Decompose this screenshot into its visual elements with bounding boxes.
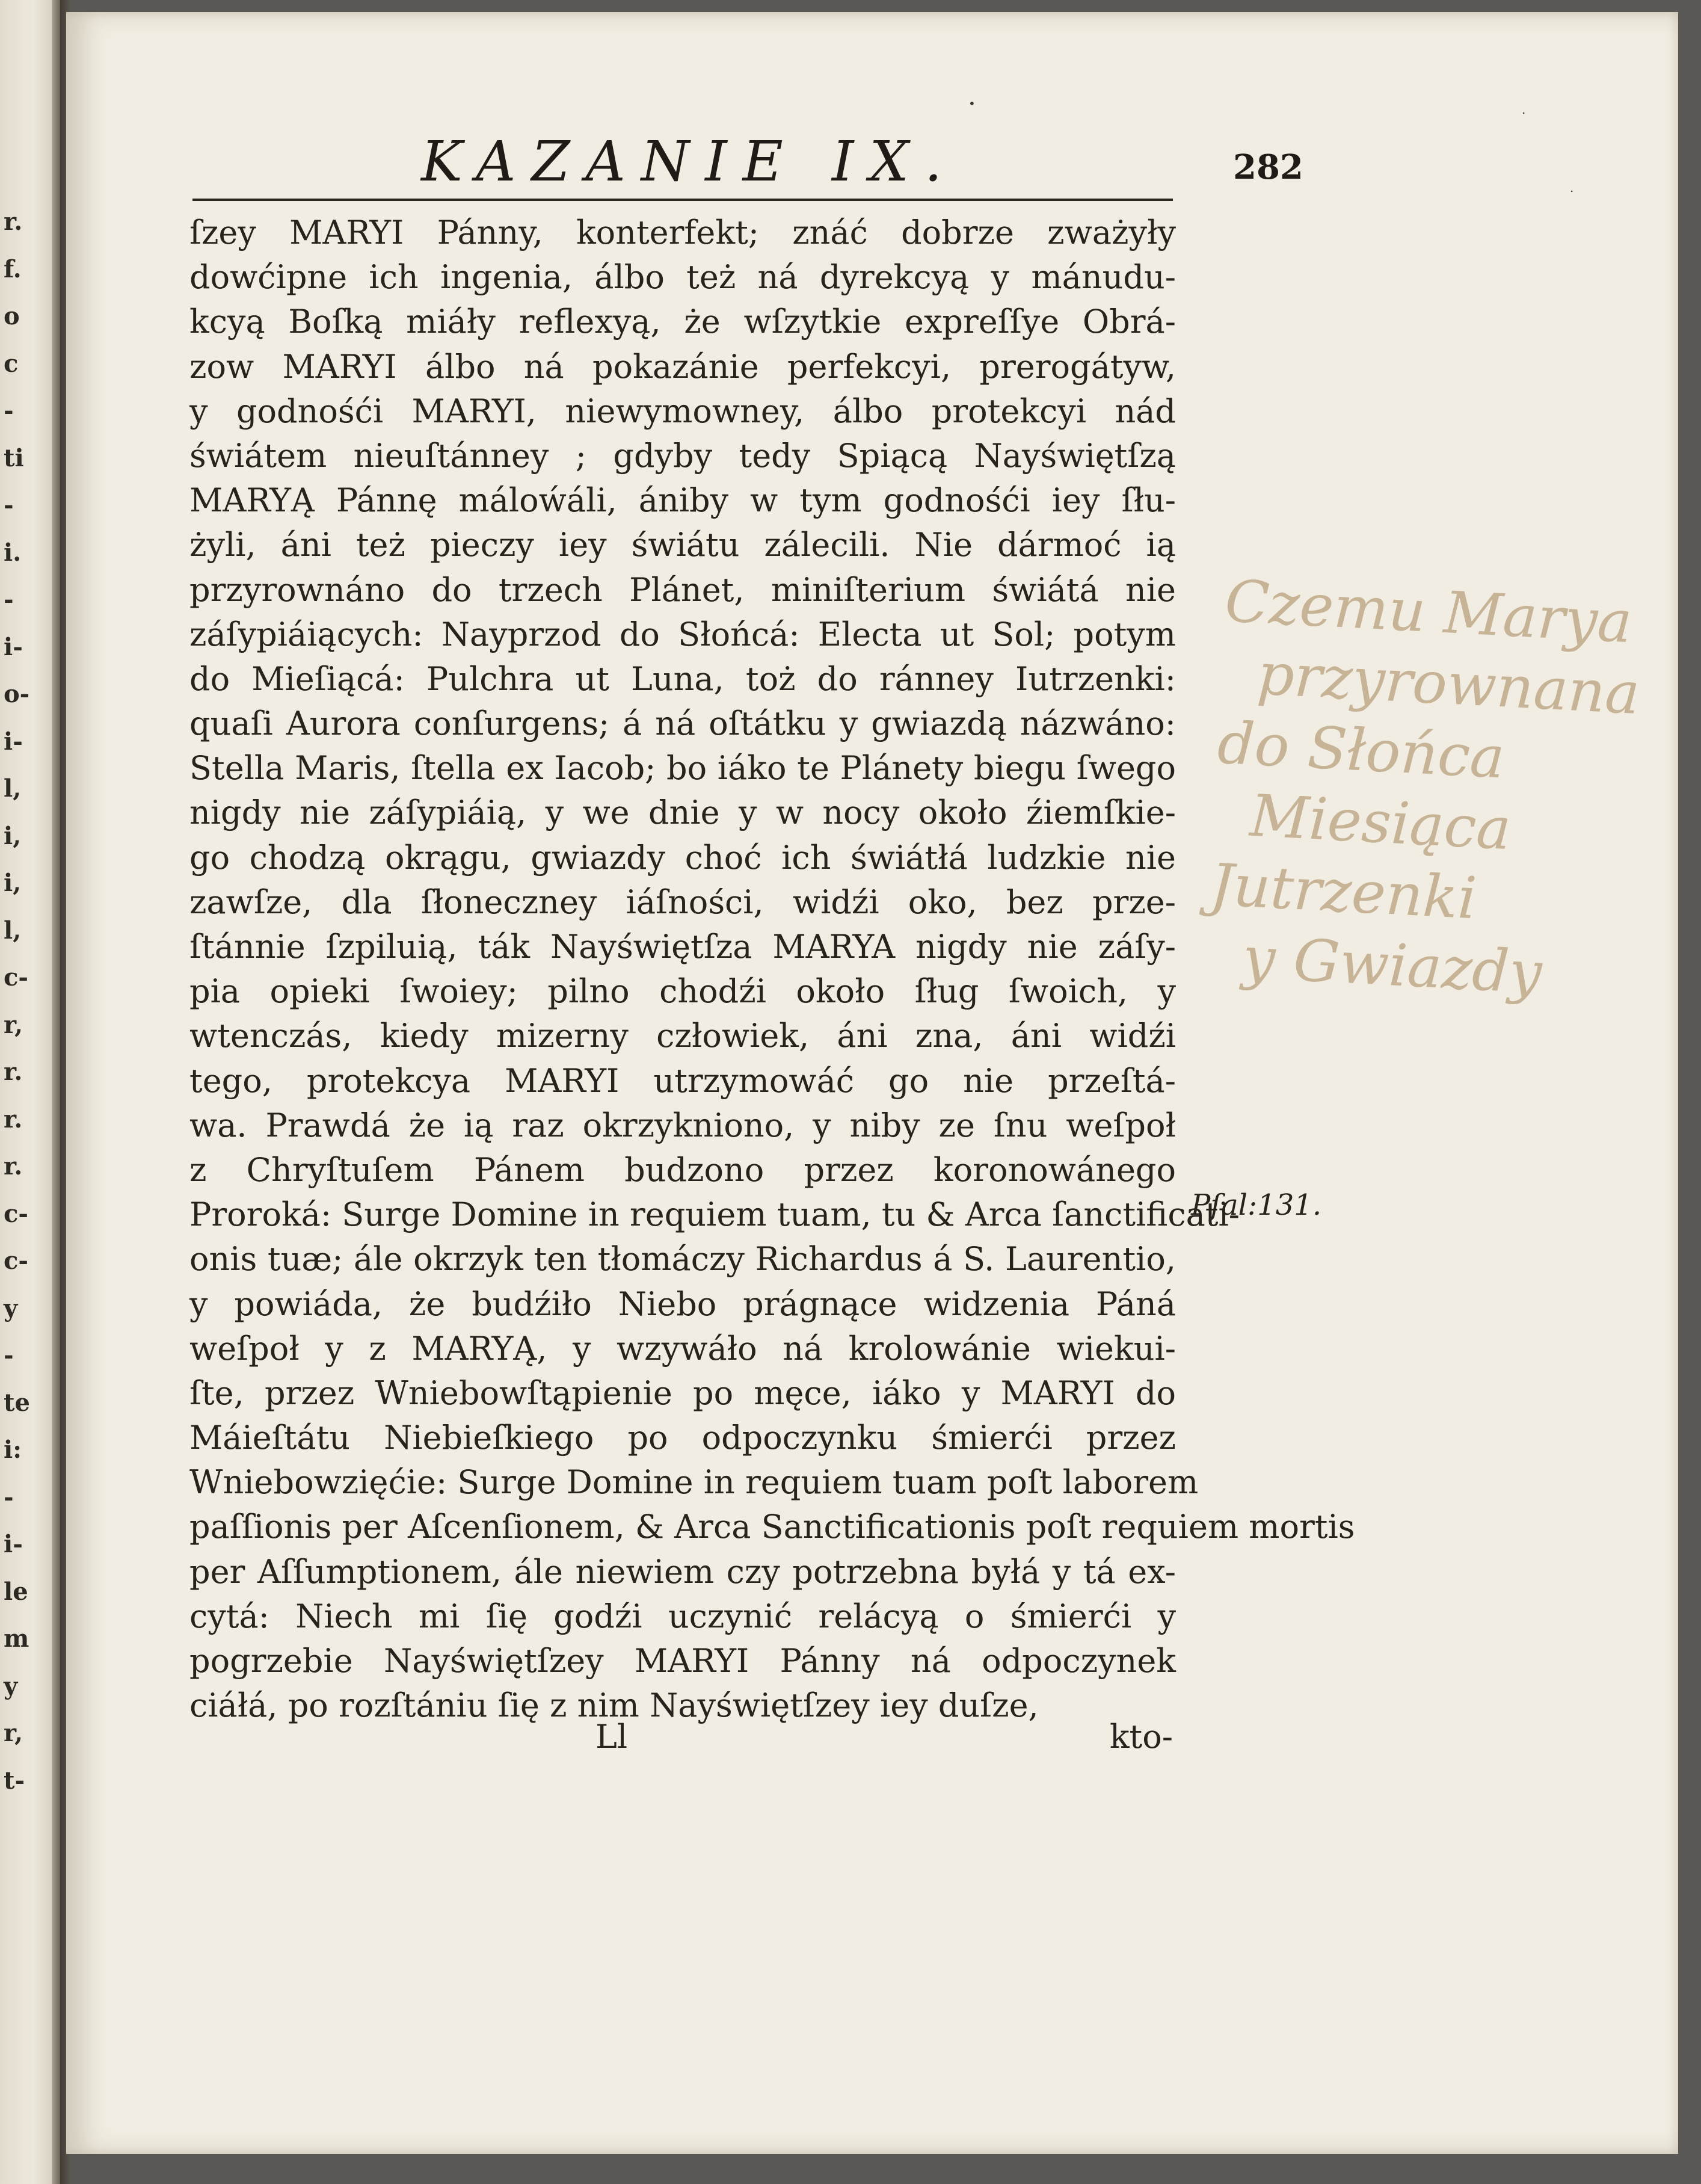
handwritten-line: Miesiąca	[1248, 782, 1513, 863]
line-ending-fragment: r,	[4, 1719, 23, 1747]
line-ending-fragment: y	[4, 1294, 18, 1322]
line-ending-fragment: c-	[4, 963, 28, 992]
line-ending-fragment: i,	[4, 869, 22, 897]
text-line: quaſi Aurora conſurgens; á ná oſtátku y gwiazdą názwáno:	[189, 705, 1176, 743]
handwritten-line: przyrownana	[1255, 640, 1641, 728]
handwritten-line: Jutrzenki	[1208, 851, 1478, 933]
line-ending-fragment: c	[4, 349, 19, 378]
line-ending-fragment: i:	[4, 1436, 22, 1464]
text-line: záſypiáiących: Nayprzod do Słońcá: Electa ut Sol; potym	[189, 615, 1176, 653]
line-ending-fragment: m	[4, 1624, 29, 1653]
text-line: cytá: Niech mi ſię godźi uczynić relácyą o śmierći y	[189, 1597, 1176, 1635]
ink-speck: .	[1522, 102, 1526, 117]
text-line: zow MARYI álbo ná pokazánie perfekcyi, prerogátyw,	[189, 347, 1176, 386]
previous-page-edge	[0, 0, 60, 2184]
text-line: tego, protekcya MARYI utrzymowáć go nie przeſtá-	[189, 1061, 1176, 1100]
line-ending-fragment: r.	[4, 1058, 23, 1086]
running-title: KAZANIE IX.	[421, 129, 958, 194]
line-ending-fragment: i.	[4, 538, 22, 567]
text-line: ciáłá, po rozſtániu ſię z nim Nayświętſzey iey duſze,	[189, 1686, 1039, 1725]
text-line: pia opieki ſwoiey; pilno chodźi około ſług ſwoich, y	[189, 972, 1176, 1011]
line-ending-fragment: r.	[4, 208, 23, 236]
catchword: kto-	[1109, 1718, 1173, 1756]
handwritten-line: do Słońca	[1216, 709, 1507, 792]
handwritten-line: Czemu Marya	[1223, 567, 1634, 656]
text-line: MARYĄ Pánnę máloẃáli, ániby w tym godnośći iey ſłu-	[189, 481, 1176, 520]
text-line: wa. Prawdá że ią raz okrzykniono, y niby ze ſnu weſpoł	[189, 1106, 1176, 1144]
text-line: Máieſtátu Niebieſkiego po odpoczynku śmierći przez	[189, 1419, 1176, 1457]
previous-page-line-endings	[4, 199, 40, 1804]
text-line: Proroká: Surge Domine in requiem tuam, tu & Arca ſanctificati-	[189, 1195, 1240, 1234]
line-ending-fragment: te	[4, 1388, 30, 1417]
book-page	[66, 12, 1678, 2154]
text-line: y powiáda, że budźiło Niebo prágnące widzenia Páná	[189, 1285, 1176, 1323]
line-ending-fragment: c-	[4, 1247, 28, 1275]
text-line: świátem nieuſtánney ; gdyby tedy Spiącą Nayświętſzą	[189, 436, 1176, 475]
text-line: zawſze, dla ſłoneczney iáſności, widźi oko, bez prze-	[189, 883, 1176, 921]
text-line: Wniebowzięćie: Surge Domine in requiem tuam poſt laborem	[189, 1463, 1199, 1502]
line-ending-fragment: -	[4, 1482, 14, 1511]
text-line: wtenczás, kiedy mizerny człowiek, áni zna, áni widźi	[189, 1017, 1176, 1055]
text-line: dowćipne ich ingenia, álbo też ná dyrekcyą y mánudu-	[189, 258, 1176, 297]
line-ending-fragment: -	[4, 1341, 14, 1369]
line-ending-fragment: ti	[4, 443, 24, 472]
text-line: weſpoł y z MARYĄ, y wzywáło ná krolowánie wiekui-	[189, 1329, 1176, 1368]
text-line: pogrzebie Nayświętſzey MARYI Pánny ná odpoczynek	[189, 1642, 1176, 1680]
text-line: ſzey MARYI Pánny, konterfekt; znáć dobrze zważyły	[189, 214, 1176, 251]
text-line: ſtánnie ſzpiluią, ták Nayświętſza MARYA nigdy nie záſy-	[189, 928, 1176, 966]
text-line: do Mieſiącá: Pulchra ut Luna, toż do ránney Iutrzenki:	[189, 659, 1176, 698]
text-line: przyrownáno do trzech Plánet, miniſterium świátá nie	[189, 570, 1176, 609]
line-ending-fragment: r,	[4, 1010, 23, 1039]
text-line: per Aſſumptionem, ále niewiem czy potrzebna byłá y tá ex-	[189, 1552, 1176, 1591]
line-ending-fragment: r.	[4, 1152, 23, 1180]
line-ending-fragment: i-	[4, 1530, 23, 1558]
text-line: go chodzą okrągu, gwiazdy choć ich świátłá ludzkie nie	[189, 838, 1176, 877]
text-line: y godnośći MARYI, niewymowney, álbo protekcyi nád	[189, 392, 1176, 430]
text-line: z Chryſtuſem Pánem budzono przez koronowánego	[189, 1150, 1176, 1189]
line-ending-fragment: -	[4, 491, 14, 519]
line-ending-fragment: l,	[4, 774, 22, 803]
text-line: żyli, áni też pieczy iey świátu zálecili. Nie dármoć ią	[189, 526, 1176, 564]
text-line: nigdy nie záſypiáią, y we dnie y w nocy około źiemſkie-	[189, 794, 1176, 832]
page-header	[421, 129, 1303, 196]
line-ending-fragment: f.	[4, 254, 22, 283]
handwritten-margin-note	[1205, 566, 1701, 1017]
line-ending-fragment: i-	[4, 727, 23, 756]
line-ending-fragment: o	[4, 302, 20, 330]
line-ending-fragment: o-	[4, 680, 30, 708]
signature-mark: Ll	[595, 1718, 628, 1756]
line-ending-fragment: l,	[4, 916, 22, 945]
text-line: kcyą Boſką miáły reflexyą, że wſzytkie expreſſye Obrá-	[189, 303, 1176, 341]
ink-speck: •	[968, 96, 976, 111]
page-number: 282	[1233, 147, 1303, 187]
handwritten-line: y Gwiazdy	[1241, 924, 1544, 1007]
line-ending-fragment: i,	[4, 821, 22, 850]
header-rule	[192, 199, 1173, 201]
ink-speck: .	[1570, 180, 1574, 195]
line-ending-fragment: t-	[4, 1766, 25, 1795]
line-ending-fragment: c-	[4, 1199, 28, 1228]
line-ending-fragment: r.	[4, 1105, 23, 1134]
line-ending-fragment: -	[4, 396, 14, 425]
text-line: paſſionis per Aſcenſionem, & Arca Sanctificationis poſt requiem mortis	[189, 1508, 1355, 1546]
line-ending-fragment: -	[4, 585, 14, 614]
text-line: ſte, przez Wniebowſtąpienie po męce, iáko y MARYI do	[189, 1374, 1176, 1412]
catchline	[595, 1718, 1173, 1766]
text-line: Stella Maris, ſtella ex Iacob; bo iáko te Plánety biegu ſwego	[189, 749, 1176, 788]
line-ending-fragment: y	[4, 1671, 18, 1700]
text-line: onis tuæ; ále okrzyk ten tłomáczy Richardus á S. Laurentio,	[189, 1240, 1176, 1279]
line-ending-fragment: le	[4, 1577, 28, 1606]
line-ending-fragment: i-	[4, 632, 23, 661]
margin-citation: Pſal:131.	[1191, 1188, 1322, 1222]
